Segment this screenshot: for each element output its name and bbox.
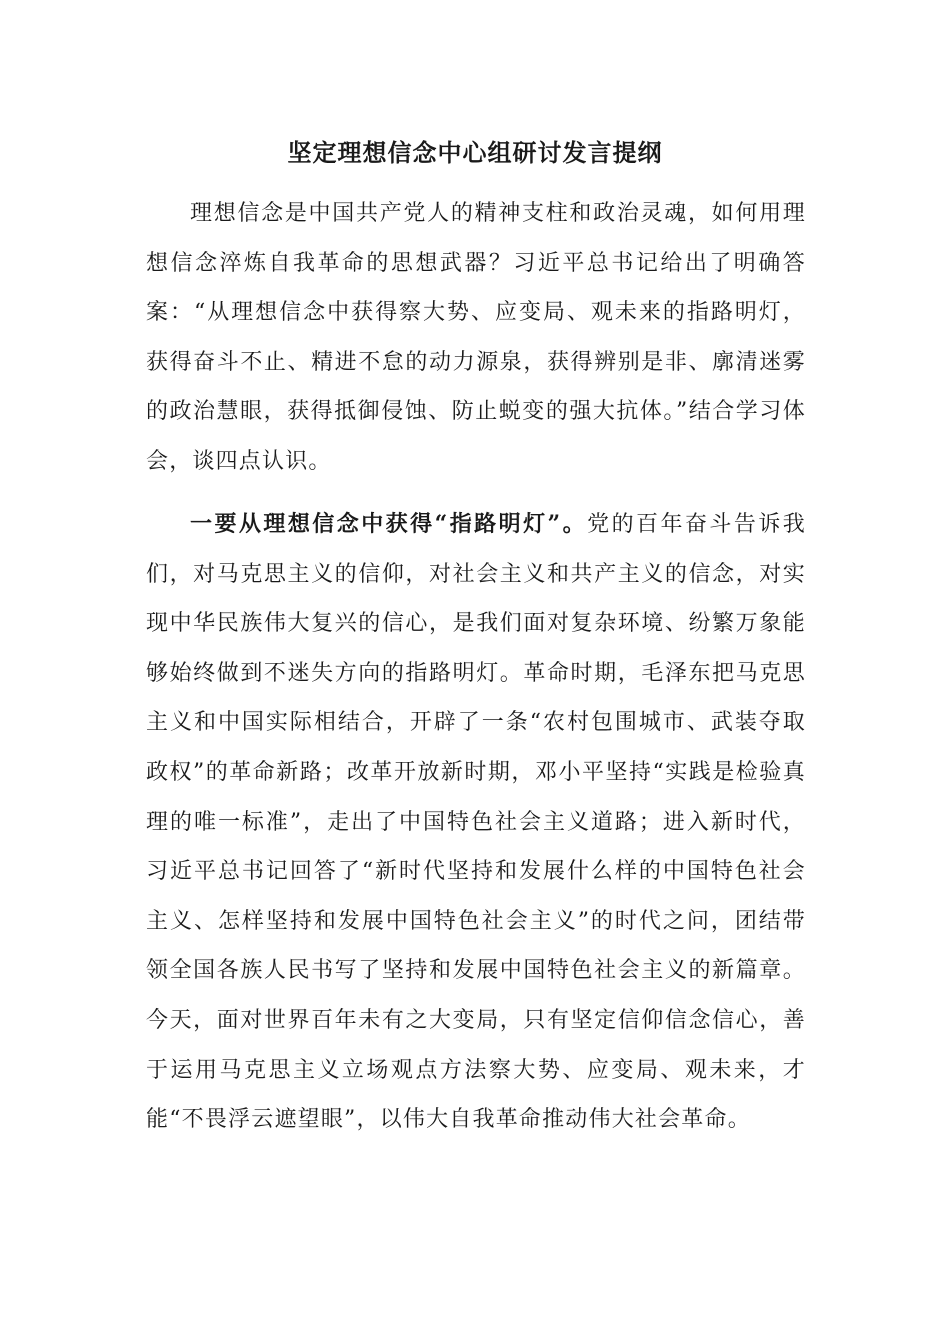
intro-paragraph: 理想信念是中国共产党人的精神支柱和政治灵魂，如何用理想信念淬炼自我革命的思想武器？习近平总书记给出了明确答案：“从理想信念中获得察大势、应变局、观未来的指路明灯，获得奋斗不止、精进不怠的动力源泉，获得辨别是非、廓清迷雾的政治慧眼，获得抵御侵蚀、防止蜕变的强大抗体。”结合学习体会，谈四点认识。 [146,201,806,474]
point-one-heading: 一要从理想信念中获得“指路明灯”。 [190,511,588,537]
document-title: 坚定理想信念中心组研讨发言提纲 [287,138,663,167]
point-one-body: 党的百年奋斗告诉我们，对马克思主义的信仰，对社会主义和共产主义的信念，对实现中华民族伟大复兴的信心，是我们面对复杂环境、纷繁万象能够始终做到不迷失方向的指路明灯。革命时期，毛泽东把马克思主义和中国实际相结合，开辟了一条“农村包围城市、武装夺取政权”的革命新路；改革开放新时期，邓小平坚持“实践是检验真理的唯一标准”，走出了中国特色社会主义道路；进入新时代，习近平总书记回答了“新时代坚持和发展什么样的中国特色社会主义、怎样坚持和发展中国特色社会主义”的时代之问，团结带领全国各族人民书写了坚持和发展中国特色社会主义的新篇章。今天，面对世界百年未有之大变局，只有坚定信仰信念信心，善于运用马克思主义立场观点方法察大势、应变局、观未来，才能“不畏浮云遮望眼”，以伟大自我革命推动伟大社会革命。 [146,512,806,1133]
point-one-paragraph [146,500,806,1145]
